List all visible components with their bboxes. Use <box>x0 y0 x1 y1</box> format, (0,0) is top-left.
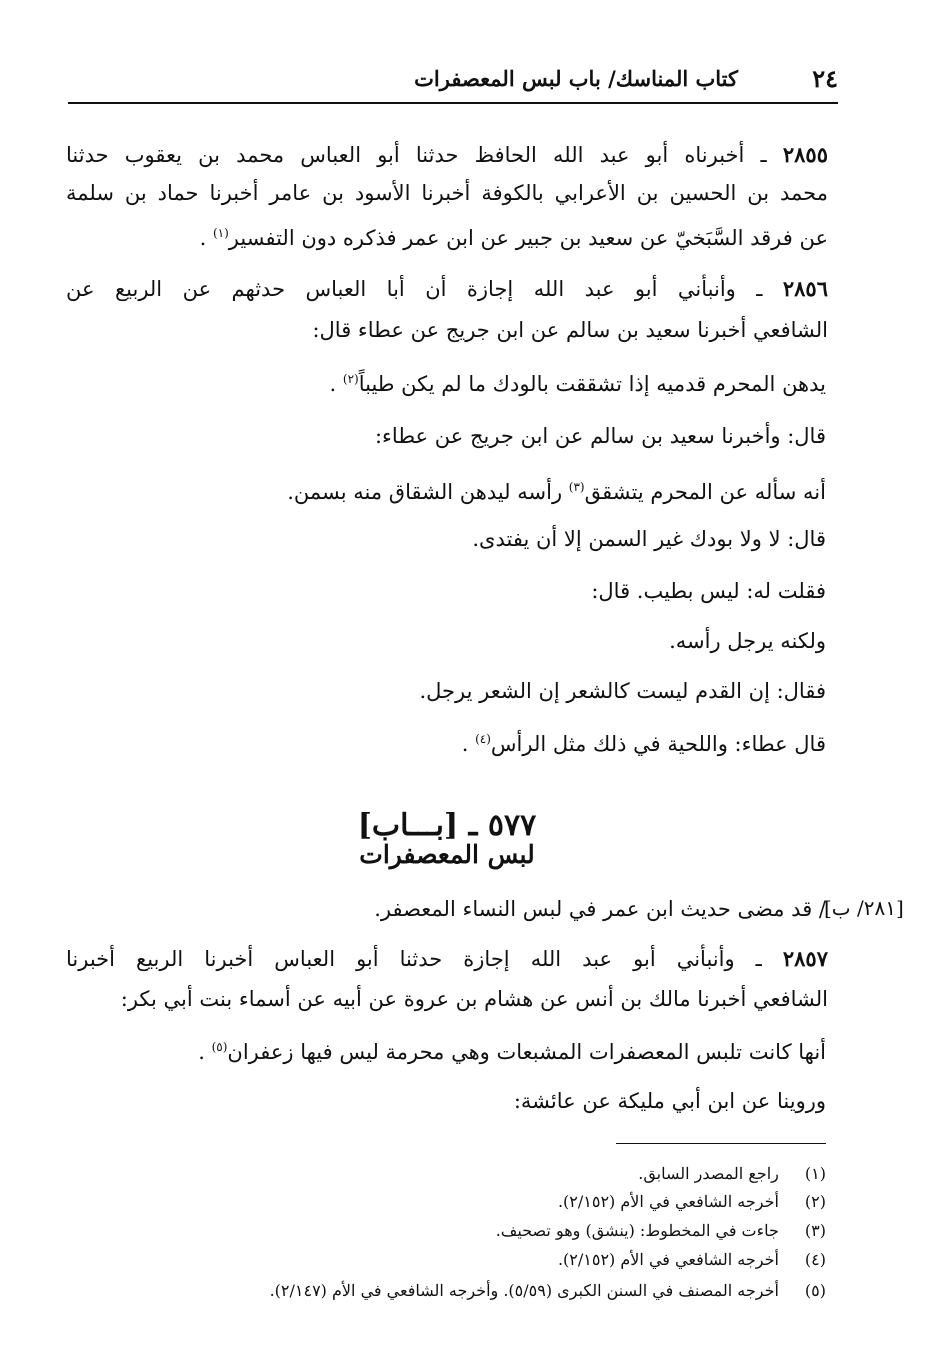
chapter-title: لبس المعصفرات <box>359 840 535 869</box>
quote-line-3 <box>66 470 826 509</box>
period: . <box>198 1040 205 1064</box>
quote-line-9 <box>66 1030 826 1069</box>
footnote-ref-1[interactable]: (١) <box>212 226 229 240</box>
footnote-number: (٤) <box>804 1250 826 1269</box>
footnote-ref-2[interactable]: (٢) <box>342 372 359 386</box>
footnote-separator <box>616 1143 826 1144</box>
footnote-2 <box>66 1191 826 1213</box>
footnote-ref-4[interactable]: (٤) <box>475 732 491 746</box>
period: . <box>461 732 469 756</box>
quote-line-10: وروينا عن ابن أبي مليكة عن عائشة: <box>513 1089 826 1113</box>
hadith-number: ٢٨٥٧ <box>782 946 828 971</box>
footnote-5 <box>66 1280 826 1302</box>
footnote-number: (٢) <box>804 1192 826 1211</box>
footnote-ref-5[interactable]: (٥) <box>211 1040 228 1054</box>
footnote-text: جاءت في المخطوط: (ينشق) وهو تصحيف. <box>495 1221 779 1240</box>
footnote-number: (١) <box>804 1164 826 1183</box>
quote-line-8 <box>66 722 826 761</box>
hadith-2855-line-1 <box>66 138 828 172</box>
quote-text: أنها كانت تلبس المعصفرات المشبعات وهي محرمة ليس فيها زعفران <box>227 1040 826 1064</box>
hadith-text: ـ وأنبأني أبو عبد الله إجازة أن أبا العباس حدثهم عن الربيع عن <box>66 277 763 301</box>
footnote-text: أخرجه المصنف في السنن الكبرى (٥/٥٩). وأخرجه الشافعي في الأم (٢/١٤٧). <box>269 1281 779 1300</box>
manuscript-folio-note: [٢٨١/ ب] <box>824 896 904 920</box>
quote-line-4: قال: لا ولا بودك غير السمن إلا أن يفتدى. <box>472 527 826 551</box>
footnote-number: (٣) <box>804 1221 826 1240</box>
quote-line-7: فقال: إن القدم ليست كالشعر إن الشعر يرجل. <box>419 679 826 703</box>
chapter-number: ٥٧٧ ـ [بـــاب] <box>357 808 537 843</box>
hadith-2856-line-1 <box>66 272 828 306</box>
hadith-2857-line-2: الشافعي أخبرنا مالك بن أنس عن هشام بن عروة عن أبيه عن أسماء بنت أبي بكر: <box>120 987 828 1011</box>
footnote-text: أخرجه الشافعي في الأم (٢/١٥٢). <box>557 1250 779 1269</box>
hadith-number: ٢٨٥٦ <box>782 276 828 301</box>
running-title: كتاب المناسك/ باب لبس المعصفرات <box>414 66 738 91</box>
footnote-1 <box>66 1163 826 1185</box>
quote-text: قال عطاء: واللحية في ذلك مثل الرأس <box>490 732 826 756</box>
hadith-text: ـ أخبرناه أبو عبد الله الحافظ حدثنا أبو العباس محمد بن يعقوب حدثنا <box>66 143 767 167</box>
hadith-text: عن فرقد السَّبَخيّ عن سعيد بن جبير عن ابن عمر فذكره دون التفسير <box>228 226 828 250</box>
footnote-number: (٥) <box>804 1281 826 1300</box>
footnote-ref-3[interactable]: (٣) <box>568 480 585 494</box>
period: . <box>329 372 337 396</box>
chapter-intro: / قد مضى حديث ابن عمر في لبس النساء المعصفر. <box>374 897 826 921</box>
hadith-2856-line-2: الشافعي أخبرنا سعيد بن سالم عن ابن جريج عن عطاء قال: <box>312 318 828 342</box>
quote-line-5: فقلت له: ليس بطيب. قال: <box>591 579 826 603</box>
quote-text: أنه سأله عن المحرم يتشقق <box>584 480 826 504</box>
quote-line-2: قال: وأخبرنا سعيد بن سالم عن ابن جريج عن عطاء: <box>374 424 826 448</box>
hadith-2855-line-2: محمد بن الحسين بن الأعرابي بالكوفة أخبرنا الأسود بن عامر أخبرنا حماد بن سلمة <box>66 181 828 205</box>
footnote-text: راجع المصدر السابق. <box>638 1164 779 1183</box>
hadith-2855-line-3 <box>66 216 828 255</box>
page-number: ٢٤ <box>812 64 838 93</box>
footnote-4 <box>66 1249 826 1271</box>
period: . <box>199 226 207 250</box>
quote-line-1 <box>66 362 826 401</box>
footnote-3 <box>66 1220 826 1242</box>
hadith-number: ٢٨٥٥ <box>782 142 828 167</box>
hadith-text: ـ وأنبأني أبو عبد الله إجازة حدثنا أبو العباس أخبرنا الربيع أخبرنا <box>66 947 762 971</box>
footnote-text: أخرجه الشافعي في الأم (٢/١٥٢). <box>557 1192 779 1211</box>
running-header <box>68 58 838 104</box>
quote-text: رأسه ليدهن الشقاق منه بسمن. <box>287 480 563 504</box>
quote-text: يدهن المحرم قدميه إذا تشققت بالودك ما لم يكن طيباً <box>358 372 826 396</box>
quote-line-6: ولكنه يرجل رأسه. <box>669 629 826 653</box>
hadith-2857-line-1 <box>66 942 828 976</box>
